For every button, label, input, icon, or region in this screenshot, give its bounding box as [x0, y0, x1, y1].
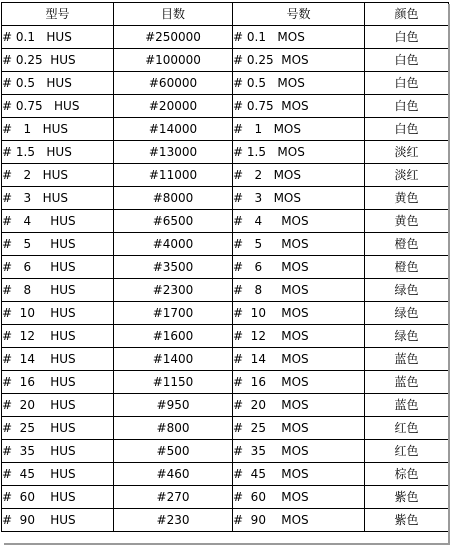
- cell-number: # 60 MOS: [233, 486, 365, 509]
- cell-number: # 90 MOS: [233, 509, 365, 532]
- cell-model: # 25 HUS: [2, 417, 114, 440]
- cell-color: 白色: [365, 72, 449, 95]
- cell-mesh: #100000: [114, 49, 233, 72]
- cell-mesh: #1700: [114, 302, 233, 325]
- cell-number: # 0.25 MOS: [233, 49, 365, 72]
- cell-number: # 2 MOS: [233, 164, 365, 187]
- table-row: [2, 72, 449, 95]
- cell-mesh: #1150: [114, 371, 233, 394]
- table-row: [2, 141, 449, 164]
- cell-number: # 1 MOS: [233, 118, 365, 141]
- cell-number: # 10 MOS: [233, 302, 365, 325]
- cell-number: # 0.5 MOS: [233, 72, 365, 95]
- cell-mesh: #800: [114, 417, 233, 440]
- cell-mesh: #14000: [114, 118, 233, 141]
- table-row: [2, 463, 449, 486]
- cell-color: 淡红: [365, 141, 449, 164]
- cell-color: 白色: [365, 26, 449, 49]
- cell-number: # 0.75 MOS: [233, 95, 365, 118]
- table-row: [2, 256, 449, 279]
- table-row: [2, 26, 449, 49]
- grit-spec-table: [1, 2, 449, 532]
- cell-mesh: #500: [114, 440, 233, 463]
- cell-model: # 90 HUS: [2, 509, 114, 532]
- cell-mesh: #3500: [114, 256, 233, 279]
- cell-mesh: #20000: [114, 95, 233, 118]
- cell-color: 绿色: [365, 325, 449, 348]
- cell-mesh: #1400: [114, 348, 233, 371]
- cell-number: # 25 MOS: [233, 417, 365, 440]
- cell-model: # 60 HUS: [2, 486, 114, 509]
- cell-color: 白色: [365, 49, 449, 72]
- cell-model: # 14 HUS: [2, 348, 114, 371]
- cell-model: # 1.5 HUS: [2, 141, 114, 164]
- table-row: [2, 302, 449, 325]
- cell-color: 淡红: [365, 164, 449, 187]
- cell-number: # 14 MOS: [233, 348, 365, 371]
- cell-model: # 4 HUS: [2, 210, 114, 233]
- table-row: [2, 210, 449, 233]
- cell-model: # 0.5 HUS: [2, 72, 114, 95]
- cell-color: 橙色: [365, 233, 449, 256]
- table-row: [2, 279, 449, 302]
- cell-model: # 8 HUS: [2, 279, 114, 302]
- cell-color: 蓝色: [365, 348, 449, 371]
- header-mesh: 目数: [114, 3, 233, 26]
- table-row: [2, 486, 449, 509]
- cell-model: # 35 HUS: [2, 440, 114, 463]
- table-row: [2, 509, 449, 532]
- cell-color: 蓝色: [365, 394, 449, 417]
- cell-model: # 12 HUS: [2, 325, 114, 348]
- cell-number: # 45 MOS: [233, 463, 365, 486]
- cell-model: # 20 HUS: [2, 394, 114, 417]
- cell-color: 紫色: [365, 486, 449, 509]
- cell-model: # 1 HUS: [2, 118, 114, 141]
- cell-color: 黄色: [365, 210, 449, 233]
- cell-color: 紫色: [365, 509, 449, 532]
- cell-mesh: #460: [114, 463, 233, 486]
- cell-mesh: #250000: [114, 26, 233, 49]
- cell-mesh: #950: [114, 394, 233, 417]
- cell-color: 棕色: [365, 463, 449, 486]
- cell-model: # 6 HUS: [2, 256, 114, 279]
- cell-color: 蓝色: [365, 371, 449, 394]
- table-body: [2, 26, 449, 532]
- cell-model: # 3 HUS: [2, 187, 114, 210]
- cell-color: 绿色: [365, 302, 449, 325]
- table-row: [2, 394, 449, 417]
- table-row: [2, 118, 449, 141]
- cell-model: # 45 HUS: [2, 463, 114, 486]
- cell-model: # 10 HUS: [2, 302, 114, 325]
- header-model: 型号: [2, 3, 114, 26]
- cell-number: # 6 MOS: [233, 256, 365, 279]
- cell-color: 白色: [365, 95, 449, 118]
- cell-mesh: #1600: [114, 325, 233, 348]
- table-row: [2, 371, 449, 394]
- table-header: [2, 3, 449, 26]
- table-row: [2, 95, 449, 118]
- cell-mesh: #270: [114, 486, 233, 509]
- table-row: [2, 164, 449, 187]
- cell-model: # 16 HUS: [2, 371, 114, 394]
- header-number: 号数: [233, 3, 365, 26]
- table-row: [2, 233, 449, 256]
- cell-model: # 0.1 HUS: [2, 26, 114, 49]
- cell-mesh: #230: [114, 509, 233, 532]
- table-row: [2, 49, 449, 72]
- cell-mesh: #13000: [114, 141, 233, 164]
- table-row: [2, 417, 449, 440]
- table-row: [2, 187, 449, 210]
- cell-model: # 2 HUS: [2, 164, 114, 187]
- cell-model: # 5 HUS: [2, 233, 114, 256]
- table-row: [2, 440, 449, 463]
- header-row: [2, 3, 449, 26]
- cell-number: # 35 MOS: [233, 440, 365, 463]
- cell-color: 绿色: [365, 279, 449, 302]
- cell-color: 红色: [365, 440, 449, 463]
- cell-color: 白色: [365, 118, 449, 141]
- cell-model: # 0.75 HUS: [2, 95, 114, 118]
- cell-mesh: #6500: [114, 210, 233, 233]
- cell-mesh: #8000: [114, 187, 233, 210]
- header-color: 颜色: [365, 3, 449, 26]
- cell-mesh: #11000: [114, 164, 233, 187]
- cell-number: # 20 MOS: [233, 394, 365, 417]
- table-row: [2, 325, 449, 348]
- cell-color: 橙色: [365, 256, 449, 279]
- cell-color: 红色: [365, 417, 449, 440]
- cell-number: # 16 MOS: [233, 371, 365, 394]
- table-row: [2, 348, 449, 371]
- cell-mesh: #4000: [114, 233, 233, 256]
- cell-number: # 4 MOS: [233, 210, 365, 233]
- cell-number: # 1.5 MOS: [233, 141, 365, 164]
- cell-mesh: #2300: [114, 279, 233, 302]
- cell-number: # 0.1 MOS: [233, 26, 365, 49]
- cell-model: # 0.25 HUS: [2, 49, 114, 72]
- cell-number: # 8 MOS: [233, 279, 365, 302]
- cell-mesh: #60000: [114, 72, 233, 95]
- cell-number: # 3 MOS: [233, 187, 365, 210]
- cell-number: # 12 MOS: [233, 325, 365, 348]
- cell-color: 黄色: [365, 187, 449, 210]
- cell-number: # 5 MOS: [233, 233, 365, 256]
